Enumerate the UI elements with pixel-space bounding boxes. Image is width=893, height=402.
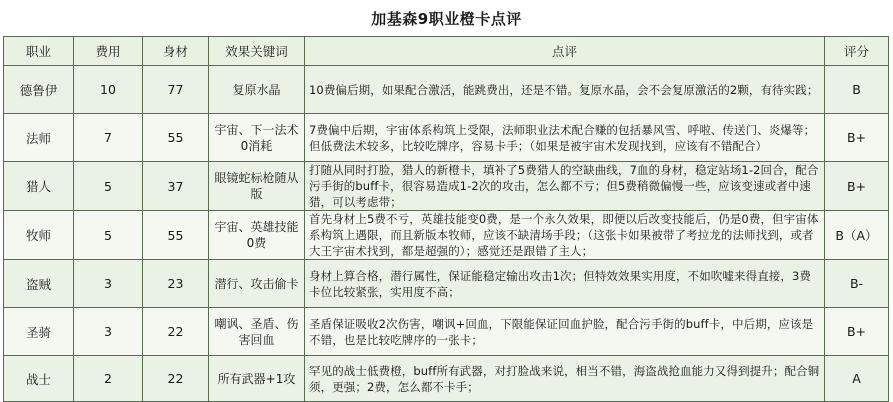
header-keywords: 效果关键词 <box>209 37 305 66</box>
cost-cell: 3 <box>74 260 143 308</box>
body-cell: 37 <box>143 162 209 211</box>
table-row <box>4 356 889 402</box>
card-review-table <box>3 36 889 402</box>
body-cell: 55 <box>143 114 209 162</box>
cost-cell: 2 <box>74 356 143 402</box>
rating-cell: A <box>825 356 889 402</box>
table-row <box>4 162 889 211</box>
keywords-cell: 潜行、攻击偷卡 <box>209 260 305 308</box>
body-cell: 22 <box>143 356 209 402</box>
cost-cell: 3 <box>74 308 143 356</box>
body-cell: 77 <box>143 66 209 114</box>
keywords-cell: 嘲讽、圣盾、伤害回血 <box>209 308 305 356</box>
rating-cell: B+ <box>825 308 889 356</box>
cost-cell: 7 <box>74 114 143 162</box>
rating-cell: B+ <box>825 162 889 211</box>
comment-cell: 罕见的战士低费橙，buff所有武器，对打脸战来说，相当不错，海盗战抢血能力又得到提升；配合铜须，更强；2费，怎么都不卡手； <box>305 356 825 402</box>
rating-cell: B <box>825 66 889 114</box>
job-cell: 猎人 <box>4 162 74 211</box>
keywords-cell: 宇宙、下一法术0消耗 <box>209 114 305 162</box>
comment-cell: 身材上算合格，潜行属性，保证能稳定输出攻击1次；但特效效果实用度，不如吹嘘来得直接，3费卡位比较紧张，实用度不高； <box>305 260 825 308</box>
job-cell: 盗贼 <box>4 260 74 308</box>
table-row <box>4 211 889 260</box>
comment-cell: 打随从同时打脸，猎人的新橙卡，填补了5费猎人的空缺曲线，7血的身材，稳定站场1-2回合，配合污手街的buff卡，很容易造成1-2次的攻击，怎么都不亏；但5费稍微偏慢一些，应该变速或者中速猎，可以考虑带； <box>305 162 825 211</box>
table-row <box>4 260 889 308</box>
table-header-row <box>4 37 889 66</box>
comment-cell: 首先身材上5费不亏，英雄技能变0费，是一个永久效果，即便以后改变技能后，仍是0费，但宇宙体系构筑上遇限，而且新版本牧师，应该不缺清场手段；（这张卡如果被带了考拉龙的法师找到，或者大王宇宙术找到，都是超强的）；感觉还是跟错了主人； <box>305 211 825 260</box>
body-cell: 55 <box>143 211 209 260</box>
rating-cell: B（A） <box>825 211 889 260</box>
table-row <box>4 308 889 356</box>
cost-cell: 5 <box>74 162 143 211</box>
header-rating: 评分 <box>825 37 889 66</box>
job-cell: 战士 <box>4 356 74 402</box>
rating-cell: B+ <box>825 114 889 162</box>
keywords-cell: 所有武器+1攻 <box>209 356 305 402</box>
keywords-cell: 眼镜蛇标枪随从版 <box>209 162 305 211</box>
header-comment: 点评 <box>305 37 825 66</box>
table-row <box>4 66 889 114</box>
job-cell: 法师 <box>4 114 74 162</box>
body-cell: 22 <box>143 308 209 356</box>
cost-cell: 5 <box>74 211 143 260</box>
job-cell: 圣骑 <box>4 308 74 356</box>
table-row <box>4 114 889 162</box>
cost-cell: 10 <box>74 66 143 114</box>
header-job: 职业 <box>4 37 74 66</box>
job-cell: 牧师 <box>4 211 74 260</box>
header-body: 身材 <box>143 37 209 66</box>
job-cell: 德鲁伊 <box>4 66 74 114</box>
keywords-cell: 复原水晶 <box>209 66 305 114</box>
comment-cell: 10费偏后期，如果配合激活，能跳费出，还是不错。复原水晶，会不会复原激活的2颗，有待实践； <box>305 66 825 114</box>
comment-cell: 圣盾保证吸收2次伤害，嘲讽+回血，下限能保证回血护脸，配合污手街的buff卡，中后期，应该是不错，也是比较吃牌序的一张卡； <box>305 308 825 356</box>
comment-cell: 7费偏中后期，宇宙体系构筑上受限，法师职业法术配合赚的包括暴风雪、呼啦、传送门、炎爆等；但低费法术较多，比较吃牌序，容易卡手；（如果是被宇宙术发现找到，应该有不错配合） <box>305 114 825 162</box>
rating-cell: B- <box>825 260 889 308</box>
keywords-cell: 宇宙、英雄技能0费 <box>209 211 305 260</box>
page-title: 加基森9职业橙卡点评 <box>0 0 893 36</box>
body-cell: 23 <box>143 260 209 308</box>
header-cost: 费用 <box>74 37 143 66</box>
